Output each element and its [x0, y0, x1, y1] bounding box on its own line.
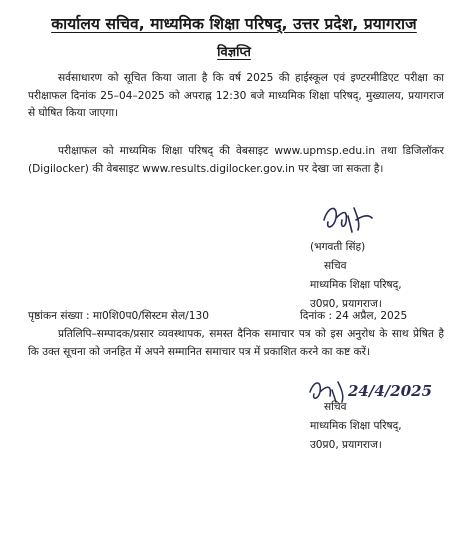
notice-subtitle: विज्ञप्ति	[217, 45, 251, 60]
website-paragraph: परीक्षाफल को माध्यमिक शिक्षा परिषद् की वेबसाइट www.upmsp.edu.in तथा डिजिलॉकर (Digilocker) की वेबसाइट www.results.digilocker.gov.in पर देखा जा सकता है।	[28, 145, 444, 175]
signatory-name: (भगवती सिंह)	[310, 241, 366, 253]
handwritten-date: 24/4/2025	[348, 382, 433, 400]
signatory-block-1	[310, 238, 402, 314]
signatory-place: उ0प्र0, प्रयागराज।	[310, 298, 382, 310]
signatory2-place: उ0प्र0, प्रयागराज।	[310, 439, 382, 451]
reference-number: पृष्ठांकन संख्या : मा0शि0प0/सिस्टम सेल/130	[28, 310, 209, 322]
signatory-office: माध्यमिक शिक्षा परिषद्,	[310, 279, 402, 291]
copy-to-paragraph: प्रतिलिपि–सम्पादक/प्रसार व्यवस्थापक, समस्त दैनिक समाचार पत्र को इस अनुरोध के साथ प्रेषित है कि उक्त सूचना को जनहित में अपने सम्मानित समाचार पत्र में प्रकाशित करने का कष्ट करें।	[28, 328, 444, 358]
signatory-designation: सचिव	[324, 260, 347, 272]
announcement-paragraph: सर्वसाधारण को सूचित किया जाता है कि वर्ष 2025 की हाईस्कूल एवं इण्टरमीडिएट परीक्षा का परीक्षाफल दिनांक 25–04–2025 को अपराह्न 12:30 बजे माध्यमिक शिक्षा परिषद्, मुख्यालय, प्रयागराज से घोषित किया जाएगा।	[28, 72, 444, 119]
signatory2-designation: सचिव	[324, 401, 347, 413]
reference-date: दिनांक : 24 अप्रैल, 2025	[300, 310, 408, 322]
signatory-block-2	[310, 398, 402, 455]
office-header-title: कार्यालय सचिव, माध्यमिक शिक्षा परिषद्, उत्तर प्रदेश, प्रयागराज	[51, 15, 417, 33]
signature-mark-1	[318, 198, 378, 238]
signatory2-office: माध्यमिक शिक्षा परिषद्,	[310, 420, 402, 432]
